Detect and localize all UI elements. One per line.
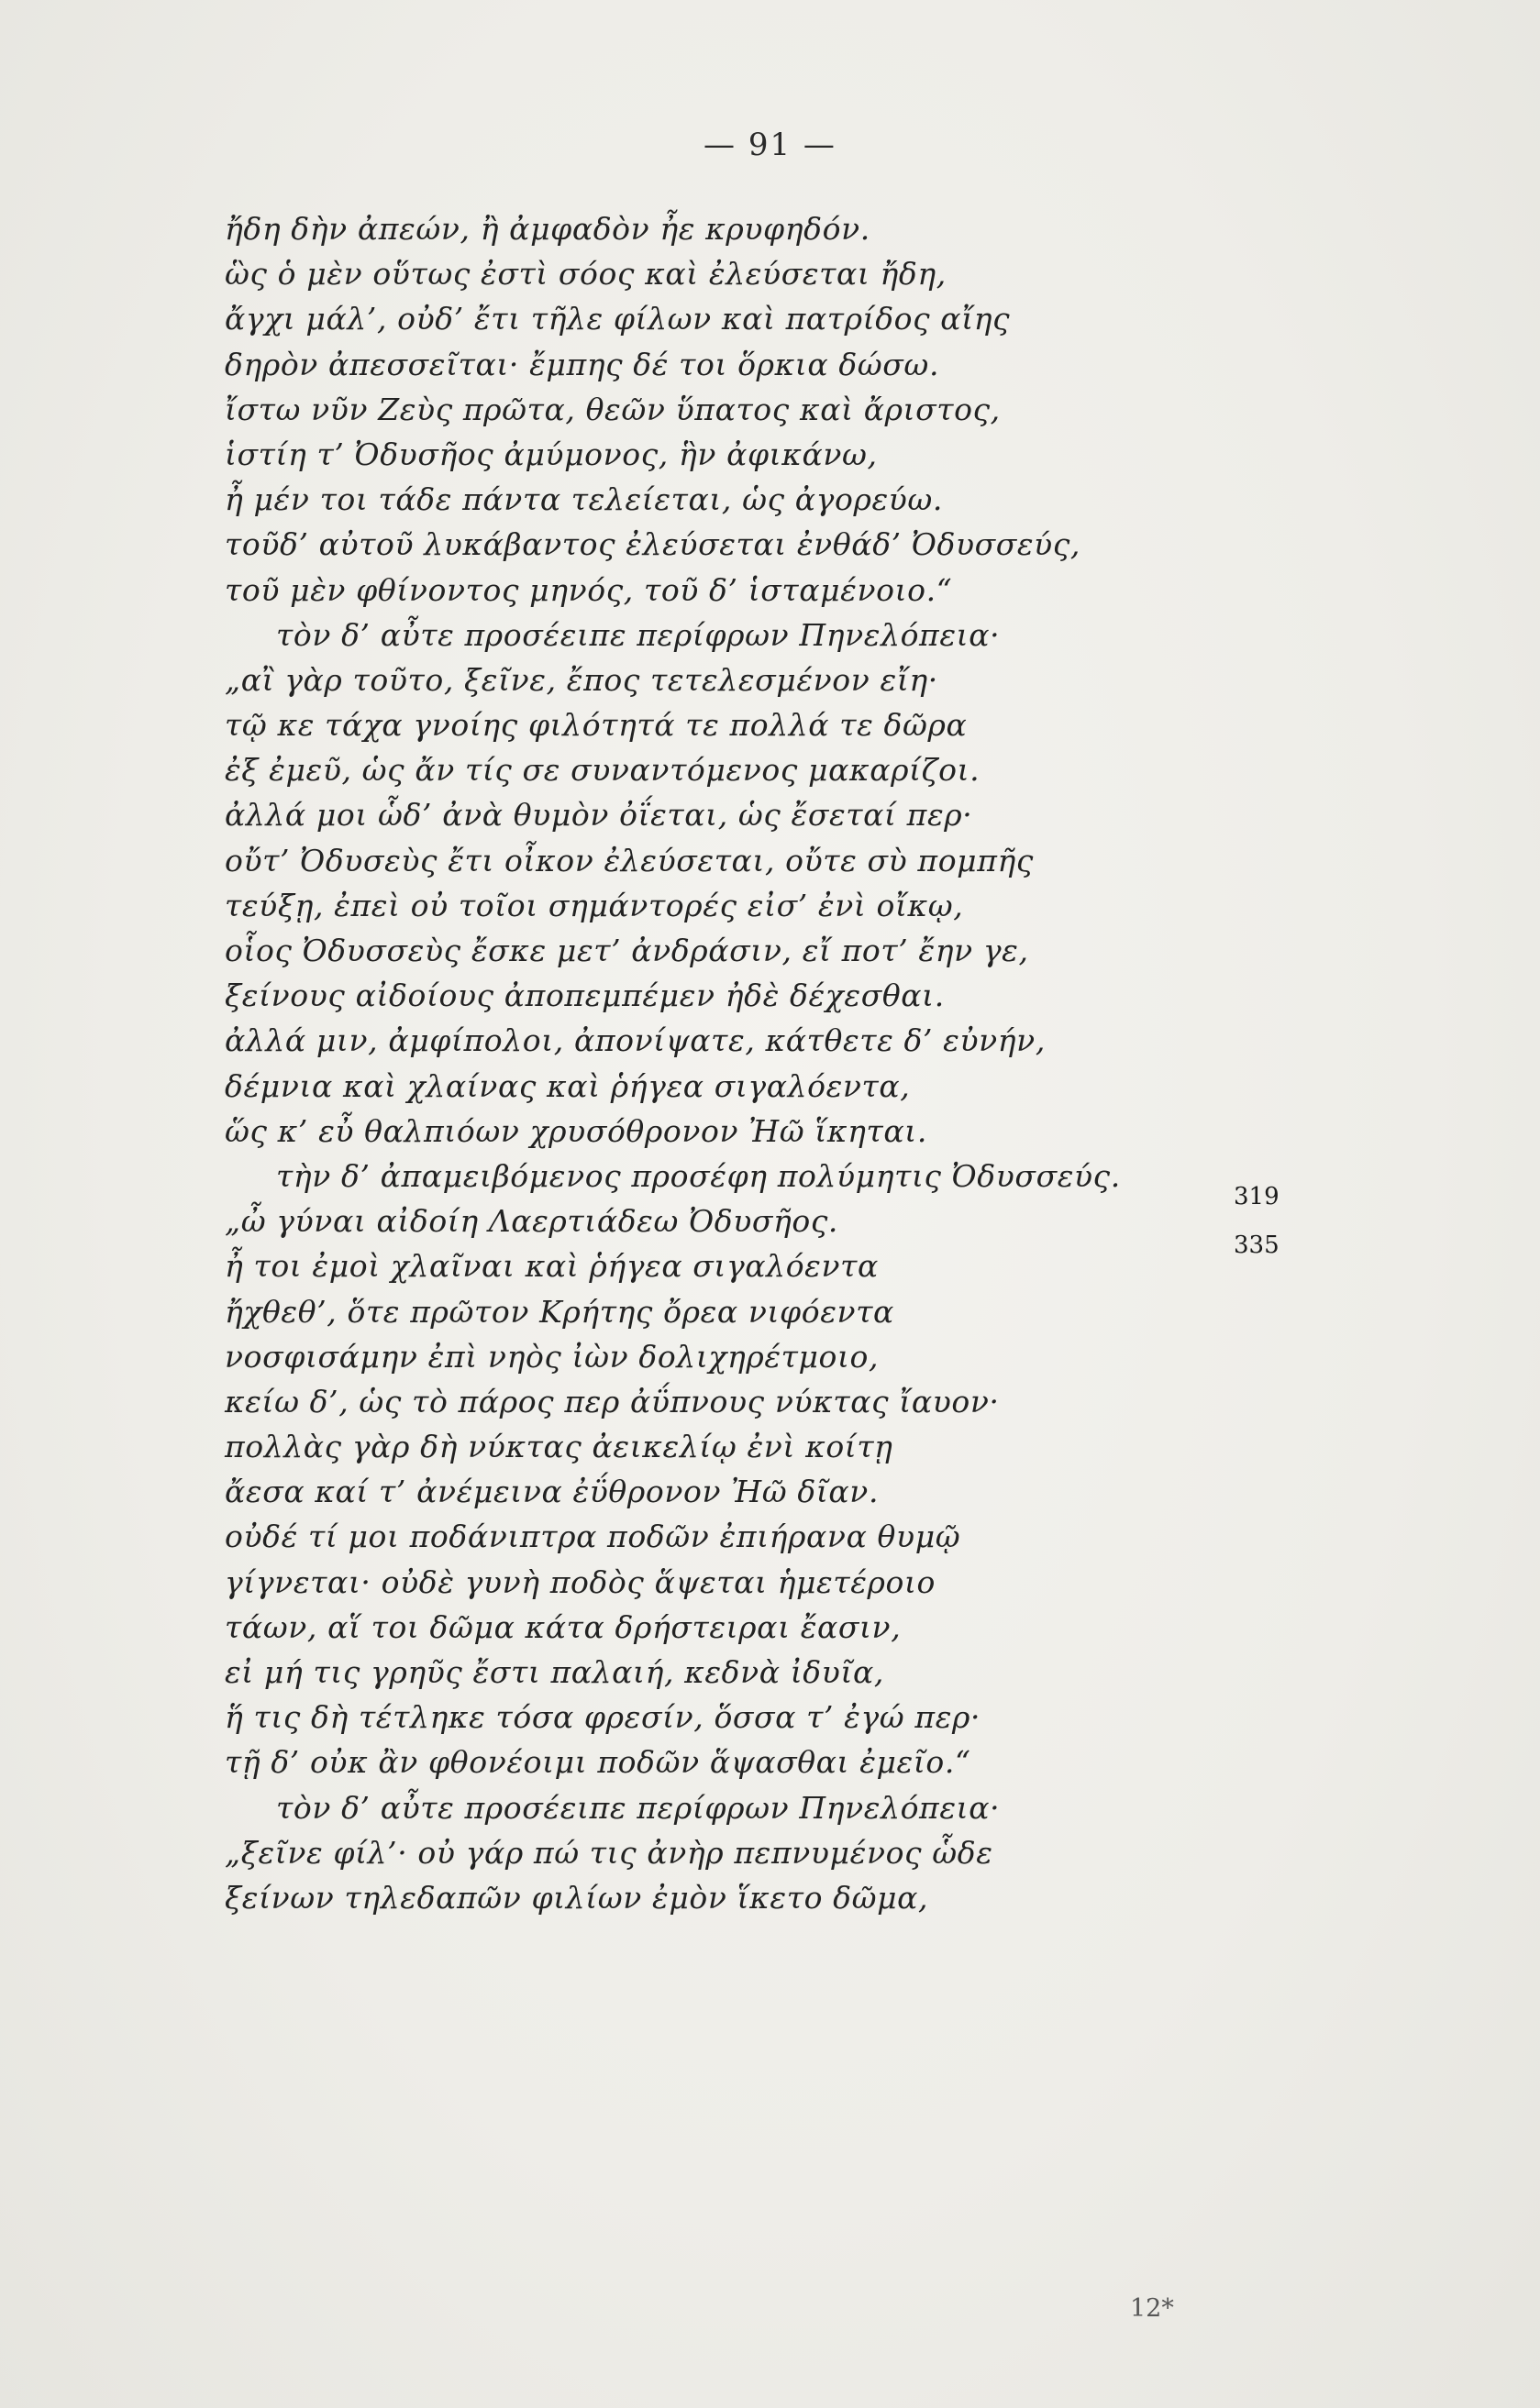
verse-line: ἄεσα καί τ’ ἀνέμεινα ἐΰθρονον Ἠῶ δῖαν. [225, 1474, 880, 1510]
verse-line: τοῦ μὲν φθίνοντος μηνός, τοῦ δ’ ἱσταμένοιο.“ [225, 571, 953, 608]
verse-line: ἐξ ἐμεῦ, ὡς ἄν τίς σε συναντόμενος μακαρίζοι. [225, 752, 981, 789]
verse-line: τάων, αἵ τοι δῶμα κάτα δρήστειραι ἔασιν, [225, 1608, 902, 1645]
verse-line: γίγνεται· οὐδὲ γυνὴ ποδὸς ἅψεται ἡμετέροιο [225, 1563, 936, 1600]
verse-line: ἀλλά μιν, ἀμφίπολοι, ἀπονίψατε, κάτθετε δ’ εὐνήν, [225, 1022, 1046, 1059]
verse-line: ξείνους αἰδοίους ἀποπεμπέμεν ἠδὲ δέχεσθαι. [225, 978, 945, 1014]
verse-line: δηρὸν ἀπεσσεῖται· ἔμπης δέ τοι ὅρκια δώσω. [225, 346, 940, 382]
verse-line: ἤδη δὴν ἀπεών, ἢ ἀμφαδὸν ἦε κρυφηδόν. [225, 211, 870, 247]
verse-line: τὴν δ’ ἀπαμειβόμενος προσέφη πολύμητις Ὀδυσσεύς. [276, 1157, 1121, 1194]
margin-line-number: 319 [1234, 1183, 1280, 1210]
verse-line: „αἲ γὰρ τοῦτο, ξεῖνε, ἔπος τετελεσμένον εἴη· [225, 661, 938, 698]
verse-line: τὸν δ’ αὖτε προσέειπε περίφρων Πηνελόπεια· [276, 616, 1001, 653]
verse-line: „ξεῖνε φίλ’· οὐ γάρ πώ τις ἀνὴρ πεπνυμένος ὧδε [225, 1834, 993, 1871]
verse-line: οὔτ’ Ὀδυσεὺς ἔτι οἶκον ἐλεύσεται, οὔτε σὺ πομπῆς [225, 842, 1034, 878]
verse-line: ἀλλά μοι ὧδ’ ἀνὰ θυμὸν ὀΐεται, ὡς ἔσεταί περ· [225, 797, 973, 834]
verse-line: ξείνων τηλεδαπῶν φιλίων ἐμὸν ἵκετο δῶμα, [225, 1879, 929, 1916]
margin-line-number: 335 [1234, 1232, 1280, 1259]
verse-line: ἱστίη τ’ Ὀδυσῆος ἀμύμονος, ἣν ἀφικάνω, [225, 436, 878, 472]
verse-line: ἄγχι μάλ’, οὐδ’ ἔτι τῆλε φίλων καὶ πατρίδος αἴης [225, 301, 1011, 337]
poem-text [225, 206, 1280, 1920]
verse-line: ἦ τοι ἐμοὶ χλαῖναι καὶ ῥήγεα σιγαλόεντα [225, 1248, 879, 1285]
verse-line: τοῦδ’ αὐτοῦ λυκάβαντος ἐλεύσεται ἐνθάδ’ Ὀδυσσεύς, [225, 526, 1081, 563]
verse-line: νοσφισάμην ἐπὶ νηὸς ἰὼν δολιχηρέτμοιο, [225, 1338, 880, 1375]
verse-line: „ὦ γύναι αἰδοίη Λαερτιάδεω Ὀδυσῆος. [225, 1203, 839, 1240]
verse-line: τῇ δ’ οὐκ ἂν φθονέοιμι ποδῶν ἅψασθαι ἐμεῖο.“ [225, 1744, 971, 1781]
verse-line: ἥ τις δὴ τέτληκε τόσα φρεσίν, ὅσσα τ’ ἐγώ περ· [225, 1699, 981, 1736]
verse-line: τὸν δ’ αὖτε προσέειπε περίφρων Πηνελόπεια· [276, 1789, 1001, 1826]
verse-line: πολλὰς γὰρ δὴ νύκτας ἀεικελίῳ ἐνὶ κοίτῃ [225, 1429, 893, 1465]
verse-line: τεύξῃ, ἐπεὶ οὐ τοῖοι σημάντορές εἰσ’ ἐνὶ οἴκῳ, [225, 887, 964, 923]
verse-line: οἷος Ὀδυσσεὺς ἔσκε μετ’ ἀνδράσιν, εἴ ποτ’ ἔην γε, [225, 933, 1029, 968]
signature-mark: 12* [1130, 2294, 1174, 2323]
verse-line: ἤχθεθ’, ὅτε πρῶτον Κρήτης ὄρεα νιφόεντα [225, 1293, 894, 1330]
verse-line: δέμνια καὶ χλαίνας καὶ ῥήγεα σιγαλόεντα, [225, 1067, 911, 1104]
verse-line: ὣς ὁ μὲν οὕτως ἐστὶ σόος καὶ ἐλεύσεται ἤδη, [225, 256, 947, 293]
verse-line: εἰ μή τις γρηῦς ἔστι παλαιή, κεδνὰ ἰδυῖα, [225, 1654, 884, 1690]
page-number: — 91 — [704, 127, 836, 163]
verse-line: ὥς κ’ εὖ θαλπιόων χρυσόθρονον Ἠῶ ἵκηται. [225, 1112, 927, 1149]
verse-line: οὐδέ τί μοι ποδάνιπτρα ποδῶν ἐπιήρανα θυμῷ [225, 1519, 961, 1555]
verse-line: ἴστω νῦν Ζεὺς πρῶτα, θεῶν ὕπατος καὶ ἄριστος, [225, 391, 1001, 427]
verse-line: τῷ κε τάχα γνοίης φιλότητά τε πολλά τε δῶρα [225, 707, 968, 744]
verse-line: κείω δ’, ὡς τὸ πάρος περ ἀΰπνους νύκτας ἴαυον· [225, 1383, 1000, 1419]
verse-line: ἦ μέν τοι τάδε πάντα τελείεται, ὡς ἀγορεύω. [225, 481, 944, 518]
